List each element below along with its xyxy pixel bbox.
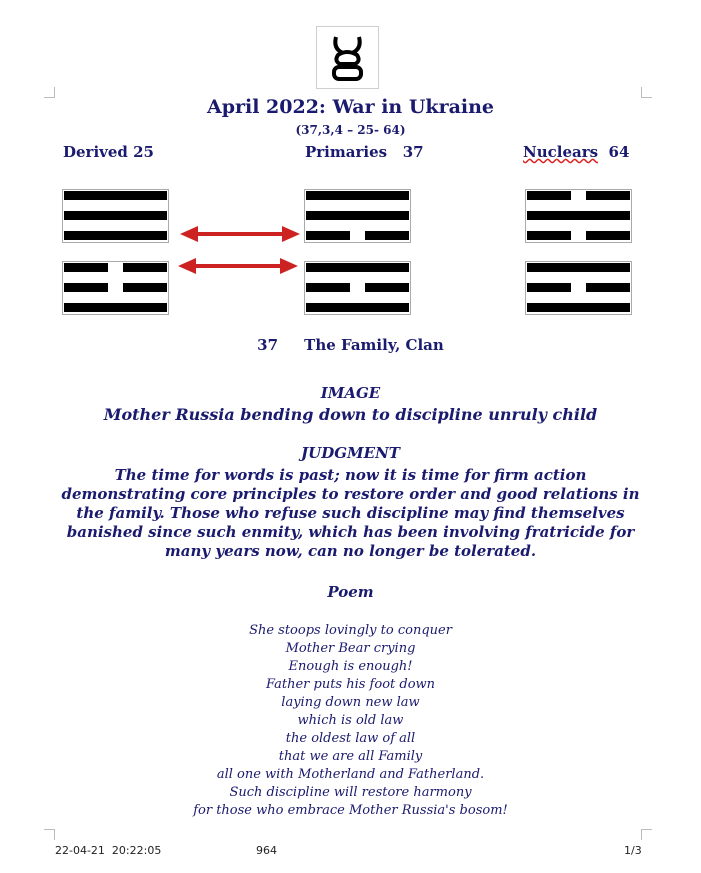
derived-lower-trigram [62, 261, 169, 315]
derived-label: Derived 25 [63, 143, 154, 161]
image-text: Mother Russia bending down to discipline unruly child [103, 405, 598, 424]
footer-datetime: 22-04-21 20:22:05 [55, 844, 162, 857]
primary-lower-trigram [304, 261, 411, 315]
poem-body [0, 623, 701, 821]
poem-line: Enough is enough! [288, 659, 413, 674]
poem-line: all one with Motherland and Fatherland. [216, 767, 485, 782]
nuclears-number: 64 [598, 143, 630, 161]
hexagram-name: The Family, Clan [304, 336, 444, 354]
image-heading: IMAGE [320, 384, 381, 402]
primary-upper-trigram [304, 189, 411, 243]
footer-doc-number: 964 [256, 844, 277, 857]
page-subtitle: (37,3,4 – 25- 64) [295, 123, 406, 137]
double-arrow-icon [178, 257, 298, 275]
poem-line: the oldest law of all [285, 731, 416, 746]
crop-mark-bottom-left [44, 829, 55, 840]
nuclears-label [523, 143, 629, 161]
judgment-text: The time for words is past; now it is time for firm action demonstrating core principles to restore order and good relations in the family. Those who refuse such discipline may find themselves banished since such enmity, which has been involving fratricide for many years now, can no longer be tolerated. [61, 466, 640, 560]
glyph-logo [316, 26, 379, 89]
poem-line: which is old law [297, 713, 404, 728]
poem-line: for those who embrace Mother Russia's bosom! [193, 803, 508, 818]
nuclear-upper-trigram [525, 189, 632, 243]
page-title: April 2022: War in Ukraine [206, 96, 495, 118]
poem-line: Such discipline will restore harmony [229, 785, 472, 800]
crop-mark-bottom-right [641, 829, 652, 840]
derived-upper-trigram [62, 189, 169, 243]
poem-line: Mother Bear crying [285, 641, 416, 656]
hexagram-number: 37 [257, 336, 279, 354]
ox-glyph-icon [317, 27, 378, 88]
footer-page-number: 1/3 [624, 844, 642, 857]
poem-line: laying down new law [281, 695, 420, 710]
nuclears-word: Nuclears [523, 143, 599, 161]
poem-line: that we are all Family [278, 749, 423, 764]
poem-line: Father puts his foot down [265, 677, 436, 692]
double-arrow-icon [180, 225, 300, 243]
hexagram-heading [0, 336, 701, 354]
nuclear-lower-trigram [525, 261, 632, 315]
poem-line: She stoops lovingly to conquer [249, 623, 452, 638]
poem-heading: Poem [327, 583, 374, 601]
judgment-heading: JUDGMENT [301, 444, 400, 462]
primaries-label: Primaries 37 [305, 143, 424, 161]
